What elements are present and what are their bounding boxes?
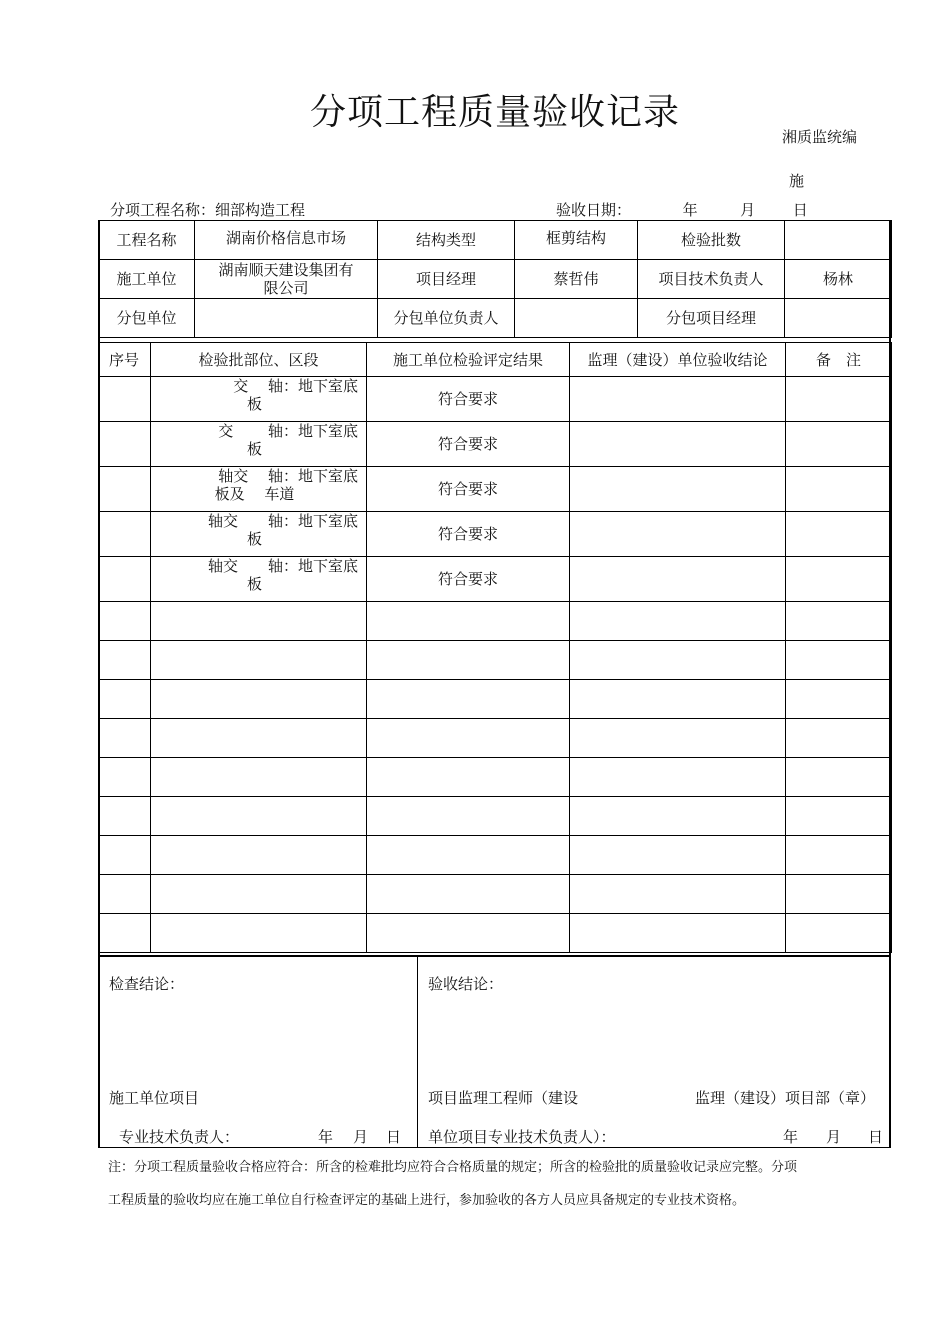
supervisor-conclusion [570,467,786,512]
supervisor-conclusion [570,836,786,875]
table-row [99,875,892,914]
inspection-batch-table [98,342,892,953]
date-month: 月 [740,201,756,219]
sub-manager-label: 分包项目经理 [638,299,785,338]
form-code: 湘质监统编 [782,128,858,146]
batch-location-line2: 板及 车道 [214,485,295,503]
contractor-result: 符合要求 [367,422,570,467]
batch-location-line2: 板 [246,575,262,593]
contractor-result [367,875,570,914]
supervisor-conclusion [570,641,786,680]
supervisor-dept-seal-label: 监理（建设）项目部（章） [695,1089,876,1107]
table-row [99,557,892,602]
project-name-value: 湖南价格信息市场 [195,221,378,260]
table-row [99,758,892,797]
contractor-value-line1: 湖南顺天建设集团有 [218,261,354,279]
contractor-result: 符合要求 [367,377,570,422]
structure-type-label: 结构类型 [378,221,515,260]
table-row [99,467,892,512]
table-row [99,914,892,953]
check-conclusion-label: 检查结论： [109,975,185,993]
check-date-day: 日 [386,1128,402,1146]
contractor-label: 施工单位 [99,260,195,299]
batch-location [151,797,367,836]
supervisor-conclusion [570,377,786,422]
subitem-name-label: 分项工程名称：细部构造工程 [110,201,306,219]
remarks [786,602,892,641]
project-info-table [98,220,892,338]
batch-location [151,377,367,422]
subcontractor-value [195,299,378,338]
batch-location [151,914,367,953]
info-row-project [99,221,892,260]
row-number [99,641,151,680]
batch-location-line2: 板 [246,530,262,548]
remarks [786,797,892,836]
date-year: 年 [682,201,698,219]
batch-count-label: 检验批数 [638,221,785,260]
contractor-result: 符合要求 [367,557,570,602]
batch-location [151,758,367,797]
contractor-result [367,914,570,953]
check-date-month: 月 [353,1128,369,1146]
remarks [786,836,892,875]
sub-lead-value [515,299,638,338]
contractor-result [367,719,570,758]
contractor-result [367,602,570,641]
remarks [786,914,892,953]
batch-location [151,422,367,467]
table-row [99,422,892,467]
row-number [99,377,151,422]
table-row [99,836,892,875]
row-number [99,512,151,557]
remarks [786,680,892,719]
remarks [786,557,892,602]
row-number [99,875,151,914]
remarks [786,758,892,797]
note-line-1: 注：分项工程质量验收合格应符合：所含的检难批均应符合合格质量的规定；所含的检验批的质量验收记录应完整。分项 [108,1160,798,1175]
note-line-2: 工程质量的验收均应在施工单位自行检查评定的基础上进行，参加验收的各方人员应具备规定的专业技术资格。 [108,1193,746,1208]
acceptance-date [556,199,808,220]
contractor-result [367,797,570,836]
tech-lead-label: 项目技术负责人 [638,260,785,299]
sub-manager-value [785,299,892,338]
row-number [99,719,151,758]
table-header-row [99,343,892,377]
row-number [99,680,151,719]
contractor-result: 符合要求 [367,512,570,557]
conclusion-divider [417,957,418,1147]
remarks [786,719,892,758]
accept-date-year: 年 [783,1128,799,1146]
batch-location [151,557,367,602]
contractor-result [367,758,570,797]
batch-location-line2: 板 [246,440,262,458]
supervisor-engineer-label: 项目监理工程师（建设 [428,1089,579,1107]
contractor-project-label: 施工单位项目 [109,1089,200,1107]
batch-location-line1: 轴交 轴：地下室底 [218,467,358,485]
col-header-no: 序号 [99,343,151,377]
date-label: 验收日期： [556,201,632,219]
row-number [99,914,151,953]
batch-location-line1: 交 轴：地下室底 [233,377,358,395]
owner-tech-lead-label: 单位项目专业技术负责人）： [428,1128,616,1146]
contractor-value [195,260,378,299]
batch-location-line2: 板 [246,395,262,413]
batch-location [151,641,367,680]
batch-count-value [785,221,892,260]
info-row-contractor [99,260,892,299]
tech-lead-value: 杨林 [785,260,892,299]
check-date-year: 年 [318,1128,334,1146]
table-row [99,602,892,641]
date-day: 日 [792,201,808,219]
remarks [786,512,892,557]
tech-lead-sign-label: 专业技术负责人： [119,1128,240,1146]
table-row [99,512,892,557]
contractor-result [367,680,570,719]
form-code-suffix: 施 [789,172,805,190]
supervisor-conclusion [570,557,786,602]
row-number [99,557,151,602]
supervisor-conclusion [570,602,786,641]
accept-date-day: 日 [868,1128,884,1146]
supervisor-conclusion [570,422,786,467]
project-name-label: 工程名称 [99,221,195,260]
row-number [99,797,151,836]
supervisor-conclusion [570,875,786,914]
row-number [99,836,151,875]
row-number [99,602,151,641]
supervisor-conclusion [570,512,786,557]
batch-location [151,602,367,641]
table-row [99,797,892,836]
table-row [99,377,892,422]
remarks [786,467,892,512]
accept-conclusion-label: 验收结论： [428,975,504,993]
table-row [99,719,892,758]
info-row-subcontractor [99,299,892,338]
row-number [99,467,151,512]
supervisor-conclusion [570,758,786,797]
table-row [99,641,892,680]
batch-location [151,512,367,557]
batch-location [151,680,367,719]
col-header-contractor-result: 施工单位检验评定结果 [367,343,570,377]
page-title: 分项工程质量验收记录 [309,92,680,133]
project-manager-label: 项目经理 [378,260,515,299]
batch-location [151,836,367,875]
contractor-result: 符合要求 [367,467,570,512]
accept-date-month: 月 [826,1128,842,1146]
batch-location-line1: 轴交 轴：地下室底 [207,557,358,575]
batch-location-line1: 交 轴：地下室底 [218,422,358,440]
col-header-remarks: 备 注 [786,343,892,377]
supervisor-conclusion [570,719,786,758]
supervisor-conclusion [570,797,786,836]
contractor-value-line2: 限公司 [263,279,309,297]
remarks [786,641,892,680]
batch-location [151,719,367,758]
structure-type-value: 框剪结构 [515,221,638,260]
supervisor-conclusion [570,914,786,953]
conclusion-box [98,955,891,1148]
subcontractor-label: 分包单位 [99,299,195,338]
remarks [786,422,892,467]
col-header-supervisor-conclusion: 监理（建设）单位验收结论 [570,343,786,377]
row-number [99,758,151,797]
sub-lead-label: 分包单位负责人 [378,299,515,338]
col-header-batch: 检验批部位、区段 [151,343,367,377]
table-row [99,680,892,719]
contractor-result [367,836,570,875]
remarks [786,377,892,422]
remarks [786,875,892,914]
batch-location-line1: 轴交 轴：地下室底 [207,512,358,530]
project-manager-value: 蔡哲伟 [515,260,638,299]
row-number [99,422,151,467]
supervisor-conclusion [570,680,786,719]
contractor-result [367,641,570,680]
batch-location [151,467,367,512]
batch-location [151,875,367,914]
